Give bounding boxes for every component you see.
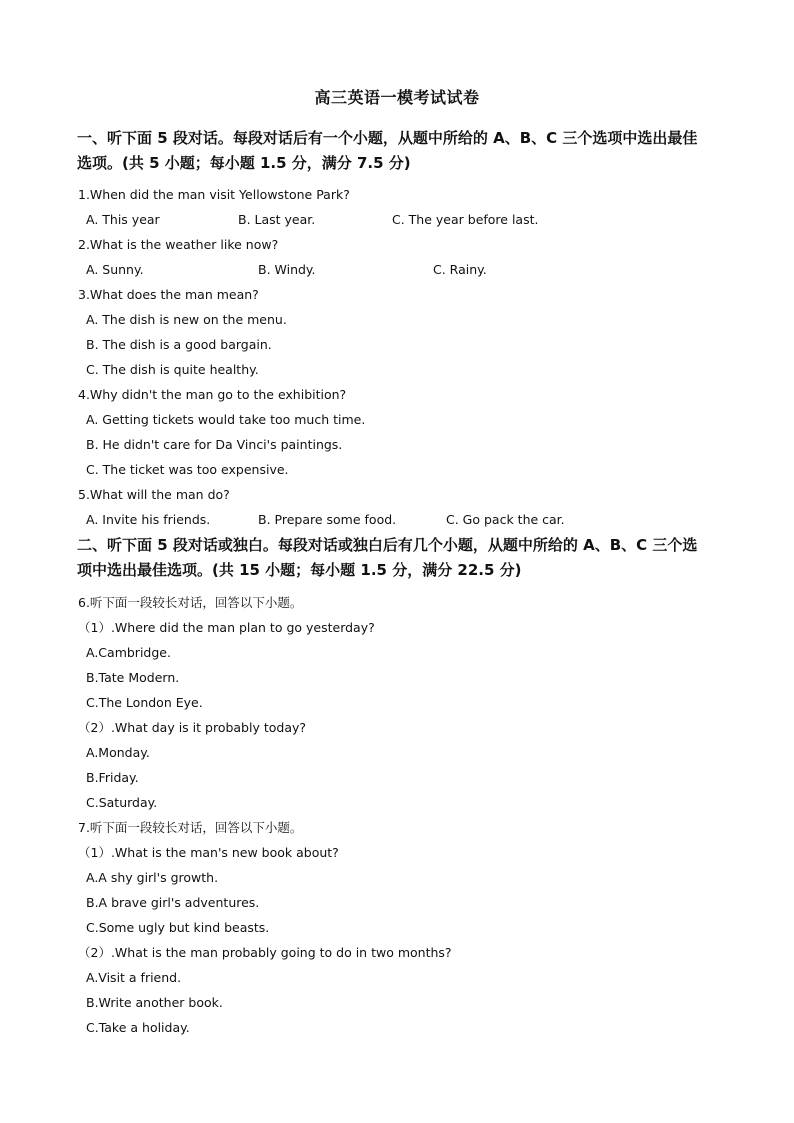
q7-sub1-option-c: C.Some ugly but kind beasts.: [86, 920, 270, 935]
q7-sub1-option-b: B.A brave girl's adventures.: [86, 895, 260, 910]
q6-sub2: （2）.What day is it probably today?: [78, 720, 307, 735]
q6-sub2-option-a: A.Monday.: [86, 745, 150, 760]
q2-option-b: B. Windy.: [258, 262, 316, 277]
group-7-intro: 7.听下面一段较长对话，回答以下小题。: [78, 820, 303, 835]
q6-sub1: （1）.Where did the man plan to go yesterday?: [78, 620, 375, 635]
q4-option-a: A. Getting tickets would take too much time.: [86, 412, 366, 427]
q1-option-c: C. The year before last.: [392, 212, 539, 227]
q3-option-a: A. The dish is new on the menu.: [86, 312, 287, 327]
question-5: 5.What will the man do?: [78, 487, 230, 502]
page-title: 高三英语一模考试试卷: [314, 88, 480, 107]
question-2: 2.What is the weather like now?: [78, 237, 279, 252]
q3-option-b: B. The dish is a good bargain.: [86, 337, 272, 352]
q5-option-c: C. Go pack the car.: [446, 512, 565, 527]
question-4: 4.Why didn't the man go to the exhibition?: [78, 387, 347, 402]
q4-option-c: C. The ticket was too expensive.: [86, 462, 289, 477]
part1-heading-line1: 一、听下面 5 段对话。每段对话后有一个小题，从题中所给的 A、B、C 三个选项中选出最佳: [77, 129, 698, 147]
q1-option-b: B. Last year.: [238, 212, 316, 227]
part1-heading-line2: 选项。(共 5 小题；每小题 1.5 分，满分 7.5 分): [77, 154, 411, 172]
question-3: 3.What does the man mean?: [78, 287, 259, 302]
q2-option-a: A. Sunny.: [86, 262, 144, 277]
q5-option-b: B. Prepare some food.: [258, 512, 397, 527]
q7-sub1: （1）.What is the man's new book about?: [78, 845, 339, 860]
q6-sub1-option-c: C.The London Eye.: [86, 695, 203, 710]
q7-sub2-option-a: A.Visit a friend.: [86, 970, 182, 985]
q6-sub1-option-b: B.Tate Modern.: [86, 670, 180, 685]
group-6-intro: 6.听下面一段较长对话，回答以下小题。: [78, 595, 303, 610]
q6-sub1-option-a: A.Cambridge.: [86, 645, 171, 660]
q4-option-b: B. He didn't care for Da Vinci's paintings.: [86, 437, 343, 452]
part2-heading-line1: 二、听下面 5 段对话或独白。每段对话或独白后有几个小题，从题中所给的 A、B、C 三个选: [77, 536, 698, 554]
q3-option-c: C. The dish is quite healthy.: [86, 362, 259, 377]
q6-sub2-option-b: B.Friday.: [86, 770, 139, 785]
q7-sub2-option-b: B.Write another book.: [86, 995, 223, 1010]
q5-option-a: A. Invite his friends.: [86, 512, 211, 527]
q7-sub2: （2）.What is the man probably going to do in two months?: [78, 945, 452, 960]
question-1: 1.When did the man visit Yellowstone Park?: [78, 187, 350, 202]
part2-heading-line2: 项中选出最佳选项。(共 15 小题；每小题 1.5 分，满分 22.5 分): [77, 561, 522, 579]
q2-option-c: C. Rainy.: [433, 262, 487, 277]
q6-sub2-option-c: C.Saturday.: [86, 795, 158, 810]
q7-sub1-option-a: A.A shy girl's growth.: [86, 870, 219, 885]
q7-sub2-option-c: C.Take a holiday.: [86, 1020, 190, 1035]
q1-option-a: A. This year: [86, 212, 160, 227]
